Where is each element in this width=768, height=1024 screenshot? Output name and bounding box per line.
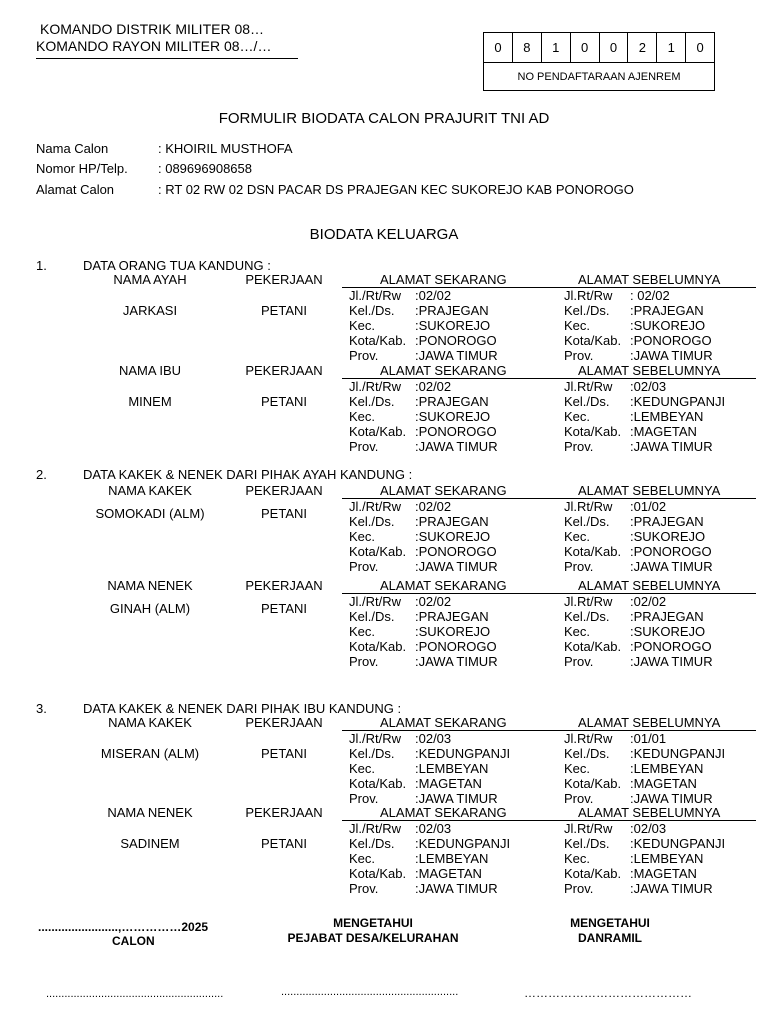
address-row xyxy=(349,529,498,544)
danramil-sign-line-2: DANRAMIL xyxy=(578,931,642,945)
current-address-block xyxy=(349,731,510,806)
address-key: Prov. xyxy=(564,348,594,363)
person-job: PETANI xyxy=(261,394,307,409)
address-value: :JAWA TIMUR xyxy=(630,348,713,363)
address-value: :02/02 xyxy=(415,288,452,303)
person-job: PETANI xyxy=(261,746,307,761)
address-value: :KEDUNGPANJI xyxy=(415,746,511,761)
previous-address-heading: ALAMAT SEBELUMNYA xyxy=(578,272,721,287)
address-row xyxy=(564,639,713,654)
address-row xyxy=(564,424,725,439)
address-row xyxy=(564,499,713,514)
address-row xyxy=(564,866,725,881)
person-job: PETANI xyxy=(261,506,307,521)
address-value: :PONOROGO xyxy=(630,333,712,348)
address-key: Kec. xyxy=(564,624,591,639)
previous-address-heading: ALAMAT SEBELUMNYA xyxy=(578,805,721,820)
address-row xyxy=(349,303,498,318)
family-title: BIODATA KELUARGA xyxy=(309,226,459,243)
address-key: Jl.Rt/Rw xyxy=(564,594,613,609)
address-value: : RT 02 RW 02 DSN PACAR DS PRAJEGAN KEC SUKOREJO KAB PONOROGO xyxy=(158,182,634,197)
address-row xyxy=(349,654,498,669)
section-number: 3. xyxy=(36,701,47,716)
address-value: :JAWA TIMUR xyxy=(630,791,713,806)
address-row xyxy=(564,333,713,348)
person-name: JARKASI xyxy=(122,303,178,318)
address-key: Prov. xyxy=(349,439,379,454)
address-key: Kel./Ds. xyxy=(349,836,395,851)
person-name: MINEM xyxy=(128,394,172,409)
phone-value: : 089696908658 xyxy=(158,161,252,176)
address-row xyxy=(349,624,498,639)
address-key: Prov. xyxy=(349,881,379,896)
registration-digit: 8 xyxy=(513,33,542,62)
address-row xyxy=(349,639,498,654)
address-row xyxy=(349,821,510,836)
section-title: DATA ORANG TUA KANDUNG : xyxy=(83,258,271,273)
address-value: :02/03 xyxy=(415,731,452,746)
job-heading: PEKERJAAN xyxy=(245,483,323,498)
person-role-heading: NAMA KAKEK xyxy=(108,715,192,730)
registration-digits xyxy=(484,33,714,63)
candidate-label: CALON xyxy=(112,934,155,948)
registration-digit: 0 xyxy=(571,33,600,62)
address-row xyxy=(564,594,713,609)
address-row xyxy=(349,559,498,574)
address-row xyxy=(564,609,713,624)
address-row xyxy=(564,821,725,836)
address-key: Kec. xyxy=(564,318,591,333)
section-number: 2. xyxy=(36,467,47,482)
address-row xyxy=(349,379,498,394)
address-value: :PRAJEGAN xyxy=(630,303,704,318)
address-value: :SUKOREJO xyxy=(630,318,706,333)
address-value: :PONOROGO xyxy=(630,544,712,559)
address-value: :JAWA TIMUR xyxy=(415,654,498,669)
address-key: Prov. xyxy=(349,348,379,363)
address-key: Kel./Ds. xyxy=(564,836,610,851)
address-key: Kec. xyxy=(349,409,376,424)
previous-address-block xyxy=(564,821,725,896)
address-row xyxy=(564,624,713,639)
address-value: :JAWA TIMUR xyxy=(415,559,498,574)
address-row xyxy=(564,288,713,303)
address-value: :PONOROGO xyxy=(415,333,497,348)
person-job: PETANI xyxy=(261,303,307,318)
address-key: Kota/Kab. xyxy=(564,866,622,881)
address-row xyxy=(564,544,713,559)
address-row xyxy=(349,288,498,303)
address-row xyxy=(349,836,510,851)
address-key: Prov. xyxy=(564,439,594,454)
address-row xyxy=(564,731,725,746)
village-sign-heading xyxy=(263,916,483,946)
address-value: : 02/02 xyxy=(630,288,670,303)
address-key: Kec. xyxy=(564,851,591,866)
job-heading: PEKERJAAN xyxy=(245,715,323,730)
address-key: Kota/Kab. xyxy=(564,333,622,348)
address-key: Kel./Ds. xyxy=(564,514,610,529)
address-value: :SUKOREJO xyxy=(415,318,491,333)
previous-address-block xyxy=(564,379,725,454)
address-key: Jl./Rt/Rw xyxy=(349,821,401,836)
village-sign-line-1: MENGETAHUI xyxy=(333,916,413,930)
address-value: :PRAJEGAN xyxy=(415,394,489,409)
address-row xyxy=(349,409,498,424)
address-row xyxy=(564,439,725,454)
registration-digit: 0 xyxy=(600,33,629,62)
danramil-sign-heading xyxy=(500,916,720,946)
address-key: Kec. xyxy=(564,529,591,544)
danramil-sign-line-1: MENGETAHUI xyxy=(570,916,650,930)
address-key: Kota/Kab. xyxy=(349,866,407,881)
address-value: :KEDUNGPANJI xyxy=(415,836,511,851)
address-row xyxy=(349,394,498,409)
address-row xyxy=(564,409,725,424)
address-key: Kel./Ds. xyxy=(564,303,610,318)
address-value: :PONOROGO xyxy=(630,639,712,654)
job-heading: PEKERJAAN xyxy=(245,578,323,593)
address-value: :SUKOREJO xyxy=(630,624,706,639)
address-row xyxy=(349,594,498,609)
address-key: Kota/Kab. xyxy=(349,544,407,559)
current-address-heading: ALAMAT SEKARANG xyxy=(380,483,507,498)
address-row xyxy=(349,776,510,791)
address-value: :MAGETAN xyxy=(630,866,697,881)
address-row xyxy=(564,881,725,896)
address-row xyxy=(349,731,510,746)
address-value: :JAWA TIMUR xyxy=(415,791,498,806)
current-address-block xyxy=(349,821,510,896)
address-row xyxy=(564,318,713,333)
address-row xyxy=(349,851,510,866)
address-key: Kec. xyxy=(349,851,376,866)
address-row xyxy=(564,394,725,409)
address-key: Kel./Ds. xyxy=(564,746,610,761)
address-value: :02/02 xyxy=(630,594,667,609)
address-key: Kota/Kab. xyxy=(349,776,407,791)
previous-address-block xyxy=(564,499,713,574)
address-value: :JAWA TIMUR xyxy=(415,439,498,454)
registration-digit: 1 xyxy=(542,33,571,62)
person-role-heading: NAMA NENEK xyxy=(107,805,193,820)
address-key: Jl./Rt/Rw xyxy=(349,731,401,746)
section-title: DATA KAKEK & NENEK DARI PIHAK IBU KANDUNG : xyxy=(83,701,402,716)
name-label: Nama Calon xyxy=(36,141,109,156)
address-value: :PONOROGO xyxy=(415,639,497,654)
address-row xyxy=(564,348,713,363)
person-role-heading: NAMA NENEK xyxy=(107,578,193,593)
address-key: Kota/Kab. xyxy=(349,333,407,348)
previous-address-block xyxy=(564,731,725,806)
address-value: :MAGETAN xyxy=(415,776,482,791)
address-value: :PRAJEGAN xyxy=(630,514,704,529)
job-heading: PEKERJAAN xyxy=(245,363,323,378)
section-number: 1. xyxy=(36,258,47,273)
address-value: :PRAJEGAN xyxy=(415,609,489,624)
village-signature-line: .......................................................... xyxy=(281,986,459,998)
header-underline xyxy=(36,58,298,59)
address-row xyxy=(564,761,725,776)
address-key: Kota/Kab. xyxy=(349,639,407,654)
address-value: :JAWA TIMUR xyxy=(415,881,498,896)
address-row xyxy=(349,499,498,514)
address-row xyxy=(349,318,498,333)
address-value: :JAWA TIMUR xyxy=(415,348,498,363)
address-value: :02/03 xyxy=(415,821,452,836)
person-name: SOMOKADI (ALM) xyxy=(95,506,205,521)
address-key: Kel./Ds. xyxy=(349,303,395,318)
previous-address-heading: ALAMAT SEBELUMNYA xyxy=(578,363,721,378)
address-value: :JAWA TIMUR xyxy=(630,654,713,669)
address-value: :PRAJEGAN xyxy=(415,514,489,529)
address-key: Jl./Rt/Rw xyxy=(349,499,401,514)
person-job: PETANI xyxy=(261,836,307,851)
address-key: Jl./Rt/Rw xyxy=(349,288,401,303)
address-value: :SUKOREJO xyxy=(415,624,491,639)
address-value: :MAGETAN xyxy=(630,776,697,791)
previous-address-heading: ALAMAT SEBELUMNYA xyxy=(578,715,721,730)
address-value: :KEDUNGPANJI xyxy=(630,836,726,851)
address-value: :LEMBEYAN xyxy=(415,761,489,776)
address-value: :02/03 xyxy=(630,821,667,836)
address-key: Kel./Ds. xyxy=(564,609,610,624)
address-key: Jl./Rt/Rw xyxy=(349,594,401,609)
current-address-block xyxy=(349,499,498,574)
address-row xyxy=(349,333,498,348)
address-row xyxy=(564,654,713,669)
registration-digit: 1 xyxy=(657,33,686,62)
village-sign-line-2: PEJABAT DESA/KELURAHAN xyxy=(287,931,459,945)
address-value: :02/03 xyxy=(630,379,667,394)
job-heading: PEKERJAAN xyxy=(245,272,323,287)
address-key: Jl.Rt/Rw xyxy=(564,731,613,746)
person-role-heading: NAMA AYAH xyxy=(113,272,187,287)
address-value: :LEMBEYAN xyxy=(415,851,489,866)
current-address-heading: ALAMAT SEKARANG xyxy=(380,578,507,593)
address-key: Prov. xyxy=(349,791,379,806)
address-key: Kota/Kab. xyxy=(564,544,622,559)
danramil-signature-line: …………………………………… xyxy=(524,986,692,1000)
address-row xyxy=(349,609,498,624)
address-key: Kec. xyxy=(349,529,376,544)
address-key: Prov. xyxy=(564,881,594,896)
address-value: :KEDUNGPANJI xyxy=(630,746,726,761)
address-row xyxy=(349,761,510,776)
address-value: :02/02 xyxy=(415,379,452,394)
phone-label: Nomor HP/Telp. xyxy=(36,161,128,176)
current-address-heading: ALAMAT SEKARANG xyxy=(380,805,507,820)
address-key: Kec. xyxy=(349,761,376,776)
address-value: :SUKOREJO xyxy=(415,409,491,424)
address-key: Kota/Kab. xyxy=(564,776,622,791)
address-row xyxy=(564,746,725,761)
registration-digit: 2 xyxy=(628,33,657,62)
address-value: :PONOROGO xyxy=(415,544,497,559)
current-address-block xyxy=(349,379,498,454)
address-key: Kec. xyxy=(564,761,591,776)
address-value: :01/02 xyxy=(630,499,667,514)
address-row xyxy=(349,881,510,896)
previous-address-block xyxy=(564,288,713,363)
address-value: :MAGETAN xyxy=(415,866,482,881)
registration-label: NO PENDAFTARAAN AJENREM xyxy=(517,71,681,83)
address-row xyxy=(349,866,510,881)
address-value: :02/02 xyxy=(415,499,452,514)
address-row xyxy=(564,791,725,806)
address-value: :PRAJEGAN xyxy=(630,609,704,624)
candidate-signature-line: .......................................................... xyxy=(46,988,224,1000)
address-key: Kel./Ds. xyxy=(349,746,395,761)
address-key: Jl./Rt/Rw xyxy=(349,379,401,394)
address-key: Kel./Ds. xyxy=(349,609,395,624)
address-key: Prov. xyxy=(564,654,594,669)
address-row xyxy=(349,439,498,454)
previous-address-heading: ALAMAT SEBELUMNYA xyxy=(578,578,721,593)
address-key: Prov. xyxy=(564,791,594,806)
current-address-block xyxy=(349,594,498,669)
address-key: Jl.Rt/Rw xyxy=(564,379,613,394)
header-line-1: KOMANDO DISTRIK MILITER 08… xyxy=(40,21,265,37)
address-key: Kec. xyxy=(349,318,376,333)
address-row xyxy=(349,791,510,806)
registration-digit: 0 xyxy=(696,40,704,55)
address-value: :KEDUNGPANJI xyxy=(630,394,726,409)
address-row xyxy=(564,776,725,791)
address-key: Kec. xyxy=(564,409,591,424)
address-key: Jl.Rt/Rw xyxy=(564,499,613,514)
address-value: :LEMBEYAN xyxy=(630,851,704,866)
job-heading: PEKERJAAN xyxy=(245,805,323,820)
address-key: Kota/Kab. xyxy=(564,424,622,439)
address-key: Prov. xyxy=(564,559,594,574)
address-row xyxy=(564,836,725,851)
current-address-heading: ALAMAT SEKARANG xyxy=(380,272,507,287)
address-value: :LEMBEYAN xyxy=(630,761,704,776)
address-key: Kel./Ds. xyxy=(564,394,610,409)
address-value: :JAWA TIMUR xyxy=(630,559,713,574)
address-key: Kel./Ds. xyxy=(349,394,395,409)
address-row xyxy=(564,559,713,574)
name-value: : KHOIRIL MUSTHOFA xyxy=(158,141,293,156)
address-key: Prov. xyxy=(349,654,379,669)
address-value: :PRAJEGAN xyxy=(415,303,489,318)
address-key: Kota/Kab. xyxy=(564,639,622,654)
person-role-heading: NAMA KAKEK xyxy=(108,483,192,498)
address-value: :PONOROGO xyxy=(415,424,497,439)
person-name: SADINEM xyxy=(120,836,180,851)
address-value: :01/01 xyxy=(630,731,667,746)
address-key: Prov. xyxy=(349,559,379,574)
address-key: Kec. xyxy=(349,624,376,639)
registration-box xyxy=(483,32,715,91)
address-row xyxy=(564,303,713,318)
current-address-heading: ALAMAT SEKARANG xyxy=(380,363,507,378)
address-row xyxy=(564,514,713,529)
header-line-2: KOMANDO RAYON MILITER 08…/… xyxy=(36,38,272,54)
address-row xyxy=(349,746,510,761)
current-address-heading: ALAMAT SEKARANG xyxy=(380,715,507,730)
address-value: :LEMBEYAN xyxy=(630,409,704,424)
address-value: :JAWA TIMUR xyxy=(630,881,713,896)
address-row xyxy=(564,379,725,394)
current-address-block xyxy=(349,288,498,363)
previous-address-block xyxy=(564,594,713,669)
address-key: Jl.Rt/Rw xyxy=(564,821,613,836)
address-row xyxy=(564,529,713,544)
address-value: :MAGETAN xyxy=(630,424,697,439)
address-value: :JAWA TIMUR xyxy=(630,439,713,454)
person-role-heading: NAMA IBU xyxy=(118,363,182,378)
address-key: Jl.Rt/Rw xyxy=(564,288,613,303)
address-value: :SUKOREJO xyxy=(630,529,706,544)
section-title: DATA KAKEK & NENEK DARI PIHAK AYAH KANDUNG : xyxy=(83,467,413,482)
address-row xyxy=(349,424,498,439)
person-name: MISERAN (ALM) xyxy=(100,746,200,761)
address-row xyxy=(349,514,498,529)
registration-digit: 0 xyxy=(484,33,513,62)
address-label: Alamat Calon xyxy=(36,182,115,197)
person-name: GINAH (ALM) xyxy=(109,601,191,616)
address-key: Kel./Ds. xyxy=(349,514,395,529)
address-key: Kota/Kab. xyxy=(349,424,407,439)
address-value: :SUKOREJO xyxy=(415,529,491,544)
address-row xyxy=(349,348,498,363)
previous-address-heading: ALAMAT SEBELUMNYA xyxy=(578,483,721,498)
candidate-date: ........................,……………2025 xyxy=(38,920,209,934)
address-row xyxy=(349,544,498,559)
address-row xyxy=(564,851,725,866)
form-title: FORMULIR BIODATA CALON PRAJURIT TNI AD xyxy=(218,110,550,127)
person-job: PETANI xyxy=(261,601,307,616)
address-value: :02/02 xyxy=(415,594,452,609)
